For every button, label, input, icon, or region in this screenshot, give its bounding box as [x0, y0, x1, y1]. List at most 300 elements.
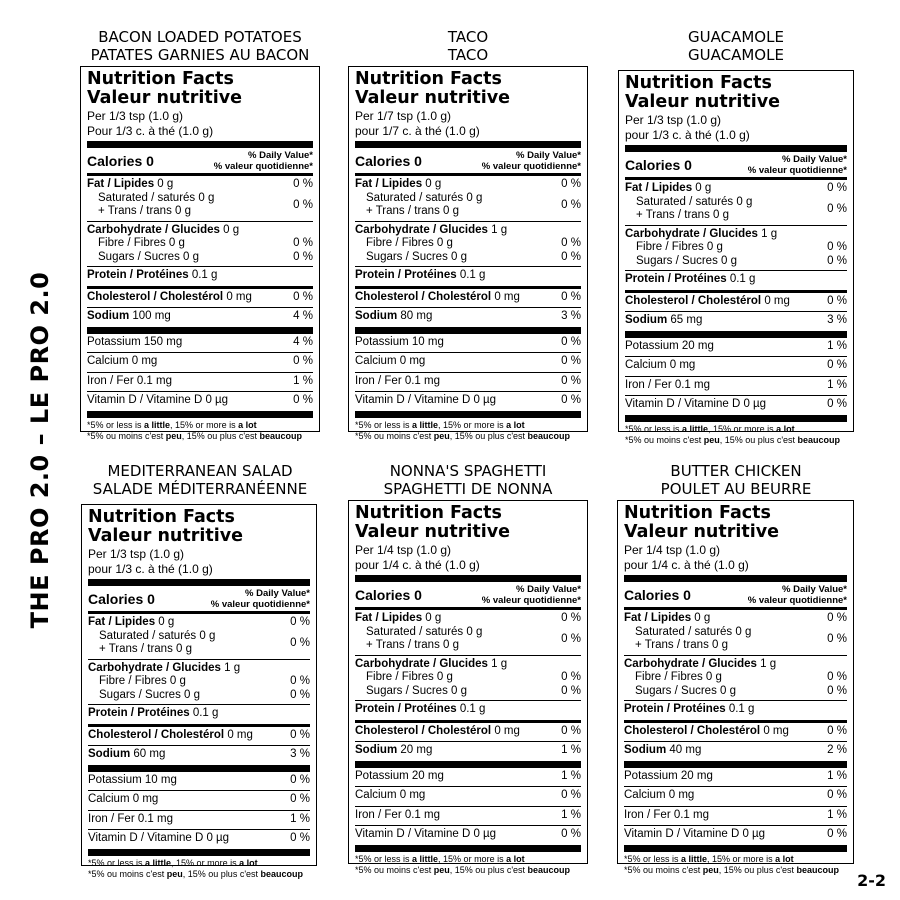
calcium: Calcium 0 mg: [355, 355, 426, 367]
protein-label: Protein / Protéines: [625, 273, 727, 285]
sat-trans-percent: 0 %: [827, 633, 847, 645]
calcium: Calcium 0 mg: [624, 789, 695, 801]
carbohydrate-group: [88, 660, 310, 705]
sugars-percent: 0 %: [827, 684, 847, 697]
sugars-percent: 0 %: [293, 250, 313, 263]
footnote-fr-text: , 15% ou plus c'est: [182, 868, 261, 879]
nutrition-facts-label: [617, 500, 854, 875]
footnote-fr-bold: peu: [165, 430, 182, 441]
potassium-percent: 1 %: [827, 339, 847, 352]
divider: [355, 327, 581, 334]
cholesterol-row: [87, 289, 313, 308]
divider: [88, 579, 310, 586]
footnote-fr-bold: peu: [702, 864, 719, 875]
carbohydrate-label: Carbohydrate / Glucides: [88, 661, 221, 674]
footnote-en-text: , 15% or more is: [438, 419, 507, 430]
vitamin-d-row: [625, 396, 847, 415]
fat-group: [624, 610, 847, 655]
vitamin-d: Vitamin D / Vitamine D 0 µg: [624, 828, 766, 840]
panel-title: [348, 28, 588, 64]
fat-group: [625, 180, 847, 225]
product-name-fr: TACO: [447, 46, 489, 64]
product-name-en: NONNA'S SPAGHETTI: [389, 462, 547, 480]
iron-percent: 1 %: [290, 812, 310, 825]
divider: [624, 575, 847, 582]
footnote-fr-text: , 15% ou plus c'est: [719, 434, 798, 445]
calcium-row: [624, 787, 847, 806]
saturated-fat: Saturated / saturés 0 g: [99, 629, 216, 642]
footnote: [87, 418, 313, 442]
daily-value-fr: % valeur quotidienne*: [481, 161, 581, 172]
footnote-en-bold: a lot: [776, 423, 795, 434]
fat-group: [88, 614, 310, 659]
calcium-row: [625, 357, 847, 376]
sodium-percent: 4 %: [293, 310, 313, 322]
calories-row: [355, 148, 581, 173]
protein-value: 0.1 g: [192, 707, 219, 719]
fat-value: 0 g: [694, 612, 711, 624]
divider: [624, 761, 847, 768]
cholesterol-percent: 0 %: [827, 294, 847, 307]
sodium-row: [355, 742, 581, 761]
valeur-nutritive-heading: Valeur nutritive: [88, 526, 243, 546]
calcium-row: [87, 353, 313, 372]
vitamin-d-percent: 0 %: [561, 828, 581, 840]
serving-size-en: Per 1/7 tsp (1.0 g): [355, 109, 452, 123]
fat-label: Fat / Lipides: [625, 182, 693, 194]
nutrition-facts-label: [348, 500, 588, 875]
nutrition-facts-heading: Nutrition Facts: [355, 503, 502, 523]
cholesterol-label: Cholesterol / Cholestérol: [87, 290, 224, 303]
footnote-fr-text: , 15% ou plus c'est: [449, 864, 528, 875]
sat-trans-percent: 0 %: [561, 199, 581, 211]
cholesterol-value: 0 mg: [227, 728, 253, 741]
sugars: Sugars / Sucres 0 g: [98, 250, 199, 263]
footnote-en-text: *5% or less is: [355, 419, 413, 430]
calcium-percent: 0 %: [290, 793, 310, 805]
fibre-percent: 0 %: [561, 237, 581, 249]
sodium-label: Sodium: [624, 744, 667, 756]
daily-value-en: % Daily Value*: [782, 584, 847, 595]
nutrition-facts-label: [81, 504, 317, 879]
footnote-en-bold: a lot: [775, 853, 794, 864]
protein-row: [355, 701, 581, 720]
fibre: Fibre / Fibres 0 g: [635, 671, 722, 683]
sodium-label: Sodium: [355, 310, 398, 322]
calcium-row: [355, 353, 581, 372]
carbohydrate-value: 1 g: [491, 223, 508, 236]
sodium-value: 20 mg: [400, 744, 433, 756]
product-name-en: BACON LOADED POTATOES: [98, 28, 302, 46]
footnote-fr-bold: beaucoup: [527, 430, 571, 441]
sat-trans-percent: 0 %: [561, 633, 581, 645]
iron-percent: 1 %: [561, 808, 581, 821]
cholesterol-row: [355, 723, 581, 742]
calories-label: Calories 0: [88, 591, 155, 607]
carbohydrate-group: [625, 226, 847, 271]
calcium-row: [355, 787, 581, 806]
iron: Iron / Fer 0.1 mg: [624, 808, 710, 821]
potassium: Potassium 10 mg: [355, 335, 444, 348]
carbohydrate-label: Carbohydrate / Glucides: [355, 657, 488, 670]
fibre: Fibre / Fibres 0 g: [99, 675, 186, 687]
divider: [355, 761, 581, 768]
cholesterol-percent: 0 %: [827, 724, 847, 737]
footnote-en-bold: a little: [412, 419, 439, 430]
calcium-percent: 0 %: [561, 355, 581, 367]
fat-value: 0 g: [157, 178, 174, 190]
fat-value: 0 g: [425, 612, 442, 624]
carbohydrate-value: 1 g: [491, 657, 508, 670]
sodium-label: Sodium: [355, 744, 398, 756]
footnote-fr-text: *5% ou moins c'est: [88, 868, 167, 879]
serving-size-fr: pour 1/7 c. à thé (1.0 g): [355, 124, 480, 138]
vitamin-d-row: [355, 392, 581, 411]
panel-title: [616, 28, 856, 64]
fat-percent: 0 %: [561, 612, 581, 624]
fibre: Fibre / Fibres 0 g: [636, 241, 723, 253]
trans-fat: + Trans / trans 0 g: [98, 205, 192, 217]
sodium-value: 65 mg: [670, 314, 703, 326]
serving-size-fr: pour 1/4 c. à thé (1.0 g): [355, 558, 480, 572]
footnote-fr-bold: peu: [703, 434, 720, 445]
calories-row: [625, 152, 847, 177]
valeur-nutritive-heading: Valeur nutritive: [355, 522, 510, 542]
vitamin-d-percent: 0 %: [827, 828, 847, 840]
footnote-fr-text: *5% ou moins c'est: [625, 434, 704, 445]
iron: Iron / Fer 0.1 mg: [87, 374, 173, 387]
serving-size-fr: pour 1/4 c. à thé (1.0 g): [624, 558, 749, 572]
sugars: Sugars / Sucres 0 g: [636, 254, 737, 267]
footnote-en-bold: a little: [682, 423, 709, 434]
vitamin-d: Vitamin D / Vitamine D 0 µg: [625, 398, 767, 410]
cholesterol-row: [624, 723, 847, 742]
protein-value: 0.1 g: [459, 703, 486, 715]
saturated-fat: Saturated / saturés 0 g: [366, 191, 483, 204]
carbohydrate-group: [624, 656, 847, 701]
iron: Iron / Fer 0.1 mg: [355, 374, 441, 387]
fibre: Fibre / Fibres 0 g: [98, 237, 185, 249]
trans-fat: + Trans / trans 0 g: [366, 639, 460, 651]
footnote-fr-bold: peu: [433, 864, 450, 875]
calcium-percent: 0 %: [293, 355, 313, 367]
product-name-fr: GUACAMOLE: [688, 46, 784, 64]
potassium-row: [355, 768, 581, 787]
footnote-fr-bold: beaucoup: [527, 864, 571, 875]
footnote-fr-bold: beaucoup: [259, 430, 303, 441]
protein-label: Protein / Protéines: [87, 269, 189, 281]
protein-value: 0.1 g: [729, 273, 756, 285]
divider: [625, 331, 847, 338]
serving-size-fr: pour 1/3 c. à thé (1.0 g): [625, 128, 750, 142]
cholesterol-row: [355, 289, 581, 308]
potassium: Potassium 150 mg: [87, 335, 183, 348]
saturated-fat: Saturated / saturés 0 g: [366, 625, 483, 638]
serving-size-en: Per 1/3 tsp (1.0 g): [625, 113, 722, 127]
nutrition-facts-heading: Nutrition Facts: [88, 507, 235, 527]
sodium-row: [625, 312, 847, 331]
footnote: [88, 856, 310, 880]
valeur-nutritive-heading: Valeur nutritive: [624, 522, 779, 542]
fat-label: Fat / Lipides: [355, 178, 423, 190]
cholesterol-value: 0 mg: [226, 290, 252, 303]
sodium-value: 100 mg: [132, 310, 171, 322]
calcium: Calcium 0 mg: [88, 793, 159, 805]
iron: Iron / Fer 0.1 mg: [625, 378, 711, 391]
sodium-percent: 1 %: [561, 744, 581, 756]
carbohydrate-group: [355, 222, 581, 267]
panel-title: [348, 462, 588, 498]
footnote-en-text: , 15% or more is: [170, 419, 239, 430]
footnote-en-text: , 15% or more is: [171, 857, 240, 868]
cholesterol-row: [625, 293, 847, 312]
serving-size-en: Per 1/4 tsp (1.0 g): [624, 543, 721, 557]
vitamin-d-percent: 0 %: [290, 832, 310, 844]
potassium-row: [625, 338, 847, 357]
sodium-label: Sodium: [625, 314, 668, 326]
protein-value: 0.1 g: [459, 269, 486, 281]
daily-value-fr: % valeur quotidienne*: [481, 595, 581, 606]
panel-title: [80, 462, 320, 498]
cholesterol-label: Cholesterol / Cholestérol: [625, 294, 762, 307]
cholesterol-percent: 0 %: [290, 728, 310, 741]
protein-row: [624, 701, 847, 720]
sugars: Sugars / Sucres 0 g: [99, 688, 200, 701]
carbohydrate-value: 0 g: [223, 223, 240, 236]
potassium: Potassium 10 mg: [88, 773, 177, 786]
footnote: [625, 422, 847, 446]
trans-fat: + Trans / trans 0 g: [99, 643, 193, 655]
sat-trans-percent: 0 %: [293, 199, 313, 211]
sugars-percent: 0 %: [561, 250, 581, 263]
iron-percent: 0 %: [561, 374, 581, 387]
serving-size-en: Per 1/3 tsp (1.0 g): [88, 547, 185, 561]
vitamin-d-row: [624, 826, 847, 845]
product-name-en: MEDITERRANEAN SALAD: [107, 462, 293, 480]
footnote-en-text: *5% or less is: [87, 419, 145, 430]
footnote-en-bold: a lot: [506, 419, 525, 430]
footnote-en-text: *5% or less is: [625, 423, 683, 434]
calories-label: Calories 0: [355, 153, 422, 169]
potassium-percent: 1 %: [561, 769, 581, 782]
fat-percent: 0 %: [290, 616, 310, 628]
potassium-row: [88, 772, 310, 791]
calories-label: Calories 0: [624, 587, 691, 603]
divider: [355, 411, 581, 418]
divider: [624, 845, 847, 852]
trans-fat: + Trans / trans 0 g: [366, 205, 460, 217]
valeur-nutritive-heading: Valeur nutritive: [355, 88, 510, 108]
protein-label: Protein / Protéines: [624, 703, 726, 715]
protein-row: [87, 267, 313, 286]
valeur-nutritive-heading: Valeur nutritive: [625, 92, 780, 112]
carbohydrate-value: 1 g: [760, 657, 777, 670]
footnote-fr-bold: beaucoup: [796, 864, 840, 875]
daily-value-fr: % valeur quotidienne*: [747, 165, 847, 176]
footnote-en-bold: a little: [681, 853, 708, 864]
divider: [88, 849, 310, 856]
fat-value: 0 g: [695, 182, 712, 194]
fibre: Fibre / Fibres 0 g: [366, 237, 453, 249]
sodium-row: [355, 308, 581, 327]
footnote-fr-text: , 15% ou plus c'est: [718, 864, 797, 875]
vitamin-d: Vitamin D / Vitamine D 0 µg: [355, 828, 497, 840]
product-name-fr: POULET AU BEURRE: [660, 480, 812, 498]
footnote-en-text: , 15% or more is: [708, 423, 777, 434]
footnote-en-bold: a lot: [238, 419, 257, 430]
footnote-en-text: *5% or less is: [88, 857, 146, 868]
calcium: Calcium 0 mg: [355, 789, 426, 801]
daily-value-fr: % valeur quotidienne*: [210, 599, 310, 610]
footnote-fr-text: , 15% ou plus c'est: [181, 430, 260, 441]
product-name-fr: SALADE MÉDITERRANÉENNE: [92, 480, 308, 498]
potassium: Potassium 20 mg: [624, 769, 713, 782]
sodium-row: [624, 742, 847, 761]
cholesterol-row: [88, 727, 310, 746]
potassium-percent: 0 %: [290, 773, 310, 786]
protein-label: Protein / Protéines: [88, 707, 190, 719]
footnote-en-text: , 15% or more is: [438, 853, 507, 864]
divider: [87, 327, 313, 334]
footnote-en-text: *5% or less is: [355, 853, 413, 864]
saturated-fat: Saturated / saturés 0 g: [98, 191, 215, 204]
fat-label: Fat / Lipides: [87, 178, 155, 190]
footnote-fr-text: , 15% ou plus c'est: [449, 430, 528, 441]
valeur-nutritive-heading: Valeur nutritive: [87, 88, 242, 108]
daily-value-en: % Daily Value*: [516, 150, 581, 161]
iron: Iron / Fer 0.1 mg: [355, 808, 441, 821]
sodium-row: [88, 746, 310, 765]
nutrition-facts-label: [618, 70, 854, 445]
footnote-fr-text: *5% ou moins c'est: [355, 864, 434, 875]
fat-label: Fat / Lipides: [355, 612, 423, 624]
serving-size-en: Per 1/4 tsp (1.0 g): [355, 543, 452, 557]
calcium-row: [88, 791, 310, 810]
calcium: Calcium 0 mg: [625, 359, 696, 371]
potassium-row: [87, 334, 313, 353]
calories-row: [88, 586, 310, 611]
carbohydrate-group: [87, 222, 313, 267]
trans-fat: + Trans / trans 0 g: [635, 639, 729, 651]
footnote-en-bold: a lot: [506, 853, 525, 864]
sodium-percent: 3 %: [827, 314, 847, 326]
sugars-percent: 0 %: [290, 688, 310, 701]
iron-row: [624, 807, 847, 826]
sodium-value: 40 mg: [669, 744, 702, 756]
iron-row: [355, 373, 581, 392]
protein-label: Protein / Protéines: [355, 703, 457, 715]
vitamin-d: Vitamin D / Vitamine D 0 µg: [355, 394, 497, 406]
fibre-percent: 0 %: [827, 241, 847, 253]
potassium-percent: 1 %: [827, 769, 847, 782]
sodium-percent: 2 %: [827, 744, 847, 756]
sugars: Sugars / Sucres 0 g: [366, 250, 467, 263]
iron: Iron / Fer 0.1 mg: [88, 812, 174, 825]
cholesterol-label: Cholesterol / Cholestérol: [624, 724, 761, 737]
trans-fat: + Trans / trans 0 g: [636, 209, 730, 221]
calories-row: [87, 148, 313, 173]
nutrition-facts-heading: Nutrition Facts: [355, 69, 502, 89]
iron-row: [87, 373, 313, 392]
daily-value-en: % Daily Value*: [248, 150, 313, 161]
panel-title: [80, 28, 320, 64]
divider: [355, 845, 581, 852]
page-number: 2-2: [857, 871, 886, 890]
footnote-en-text: , 15% or more is: [707, 853, 776, 864]
protein-row: [355, 267, 581, 286]
protein-row: [88, 705, 310, 724]
vitamin-d-row: [355, 826, 581, 845]
fibre-percent: 0 %: [561, 671, 581, 683]
iron-row: [625, 377, 847, 396]
cholesterol-label: Cholesterol / Cholestérol: [355, 724, 492, 737]
carbohydrate-value: 1 g: [761, 227, 778, 240]
sodium-value: 60 mg: [133, 748, 166, 760]
calcium-percent: 0 %: [561, 789, 581, 801]
sodium-label: Sodium: [88, 748, 131, 760]
product-name-en: TACO: [447, 28, 489, 46]
cholesterol-label: Cholesterol / Cholestérol: [88, 728, 225, 741]
sugars-percent: 0 %: [827, 254, 847, 267]
footnote-fr-bold: beaucoup: [260, 868, 304, 879]
fat-percent: 0 %: [293, 178, 313, 190]
sodium-label: Sodium: [87, 310, 130, 322]
side-title: [20, 271, 60, 629]
sodium-row: [87, 308, 313, 327]
fat-label: Fat / Lipides: [624, 612, 692, 624]
footnote-en-text: *5% or less is: [624, 853, 682, 864]
footnote: [355, 418, 581, 442]
daily-value-fr: % valeur quotidienne*: [213, 161, 313, 172]
vitamin-d: Vitamin D / Vitamine D 0 µg: [87, 394, 229, 406]
fibre-percent: 0 %: [827, 671, 847, 683]
sat-trans-percent: 0 %: [827, 203, 847, 215]
panel-title: [616, 462, 856, 498]
footnote-fr-text: *5% ou moins c'est: [624, 864, 703, 875]
footnote-fr-bold: peu: [433, 430, 450, 441]
sugars: Sugars / Sucres 0 g: [635, 684, 736, 697]
calcium: Calcium 0 mg: [87, 355, 158, 367]
nutrition-facts-heading: Nutrition Facts: [624, 503, 771, 523]
divider: [355, 141, 581, 148]
divider: [625, 145, 847, 152]
vitamin-d-percent: 0 %: [293, 394, 313, 406]
fat-group: [87, 176, 313, 221]
product-name-fr: PATATES GARNIES AU BACON: [90, 46, 310, 64]
carbohydrate-value: 1 g: [224, 661, 241, 674]
protein-label: Protein / Protéines: [355, 269, 457, 281]
potassium-percent: 0 %: [561, 335, 581, 348]
potassium: Potassium 20 mg: [625, 339, 714, 352]
divider: [87, 411, 313, 418]
vitamin-d-row: [88, 830, 310, 849]
sugars-percent: 0 %: [561, 684, 581, 697]
calories-row: [624, 582, 847, 607]
calories-label: Calories 0: [355, 587, 422, 603]
daily-value-en: % Daily Value*: [782, 154, 847, 165]
divider: [355, 575, 581, 582]
side-title-text: THE PRO 2.0 – LE PRO 2.0: [26, 271, 54, 629]
product-name-en: GUACAMOLE: [688, 28, 784, 46]
sodium-percent: 3 %: [561, 310, 581, 322]
vitamin-d-percent: 0 %: [561, 394, 581, 406]
fat-group: [355, 610, 581, 655]
potassium-row: [624, 768, 847, 787]
nutrition-facts-heading: Nutrition Facts: [87, 69, 234, 89]
calcium-percent: 0 %: [827, 359, 847, 371]
nutrition-facts-label: [80, 66, 320, 441]
protein-row: [625, 271, 847, 290]
